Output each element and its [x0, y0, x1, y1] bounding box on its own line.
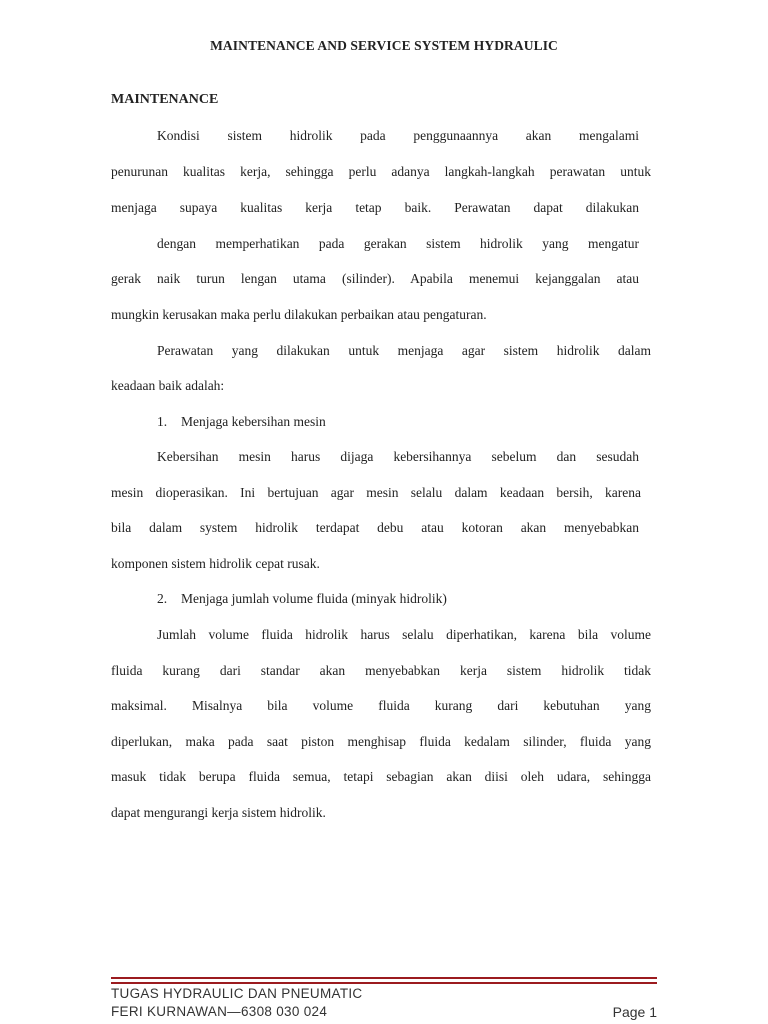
paragraph-line: Kebersihan mesin harus dijaga kebersihannya sebelum dan sesudah [157, 449, 639, 464]
paragraph-line: keadaan baik adalah: [111, 378, 225, 393]
document-title: MAINTENANCE AND SERVICE SYSTEM HYDRAULIC [210, 38, 558, 53]
list-item-number: 1. [157, 414, 168, 429]
footer-page-number: Page 1 [612, 1004, 657, 1020]
list-item [157, 413, 326, 431]
paragraph-line: menjaga supaya kualitas kerja tetap baik. Perawatan dapat dilakukan [111, 200, 639, 215]
paragraph-line: Kondisi sistem hidrolik pada penggunaannya akan mengalami [157, 128, 639, 143]
footer-rule-top [111, 977, 657, 979]
paragraph-line: dengan memperhatikan pada gerakan sistem hidrolik yang mengatur [157, 236, 639, 251]
paragraph-line: komponen sistem hidrolik cepat rusak. [111, 556, 320, 571]
paragraph-line: diperlukan, maka pada saat piston menghisap fluida kedalam silinder, fluida yang [111, 734, 651, 749]
paragraph-line: dapat mengurangi kerja sistem hidrolik. [111, 805, 326, 820]
paragraph-line: Jumlah volume fluida hidrolik harus selalu diperhatikan, karena bila volume [157, 627, 651, 642]
paragraph-line: fluida kurang dari standar akan menyebabkan kerja sistem hidrolik tidak [111, 663, 651, 678]
paragraph-line: mungkin kerusakan maka perlu dilakukan perbaikan atau pengaturan. [111, 307, 487, 322]
list-item [157, 590, 447, 608]
section-heading: MAINTENANCE [111, 92, 219, 107]
paragraph-line: gerak naik turun lengan utama (silinder). Apabila menemui kejanggalan atau [111, 271, 639, 286]
list-item-label: Menjaga jumlah volume fluida (minyak hidrolik) [181, 591, 447, 606]
list-item-label: Menjaga kebersihan mesin [181, 414, 326, 429]
footer-author: FERI KURNAWAN—6308 030 024 [111, 1004, 328, 1019]
paragraph-line: bila dalam system hidrolik terdapat debu atau kotoran akan menyebabkan [111, 520, 639, 535]
footer-course: TUGAS HYDRAULIC DAN PNEUMATIC [111, 986, 363, 1001]
paragraph-line: Perawatan yang dilakukan untuk menjaga agar sistem hidrolik dalam [157, 343, 651, 358]
list-item-number: 2. [157, 591, 168, 606]
paragraph-line: masuk tidak berupa fluida semua, tetapi sebagian akan diisi oleh udara, sehingga [111, 769, 651, 784]
paragraph-line: maksimal. Misalnya bila volume fluida kurang dari kebutuhan yang [111, 698, 651, 713]
paragraph-line: mesin dioperasikan. Ini bertujuan agar mesin selalu dalam keadaan bersih, karena [111, 485, 641, 500]
paragraph-line: penurunan kualitas kerja, sehingga perlu adanya langkah-langkah perawatan untuk [111, 164, 651, 179]
footer-rule-bottom [111, 982, 657, 984]
